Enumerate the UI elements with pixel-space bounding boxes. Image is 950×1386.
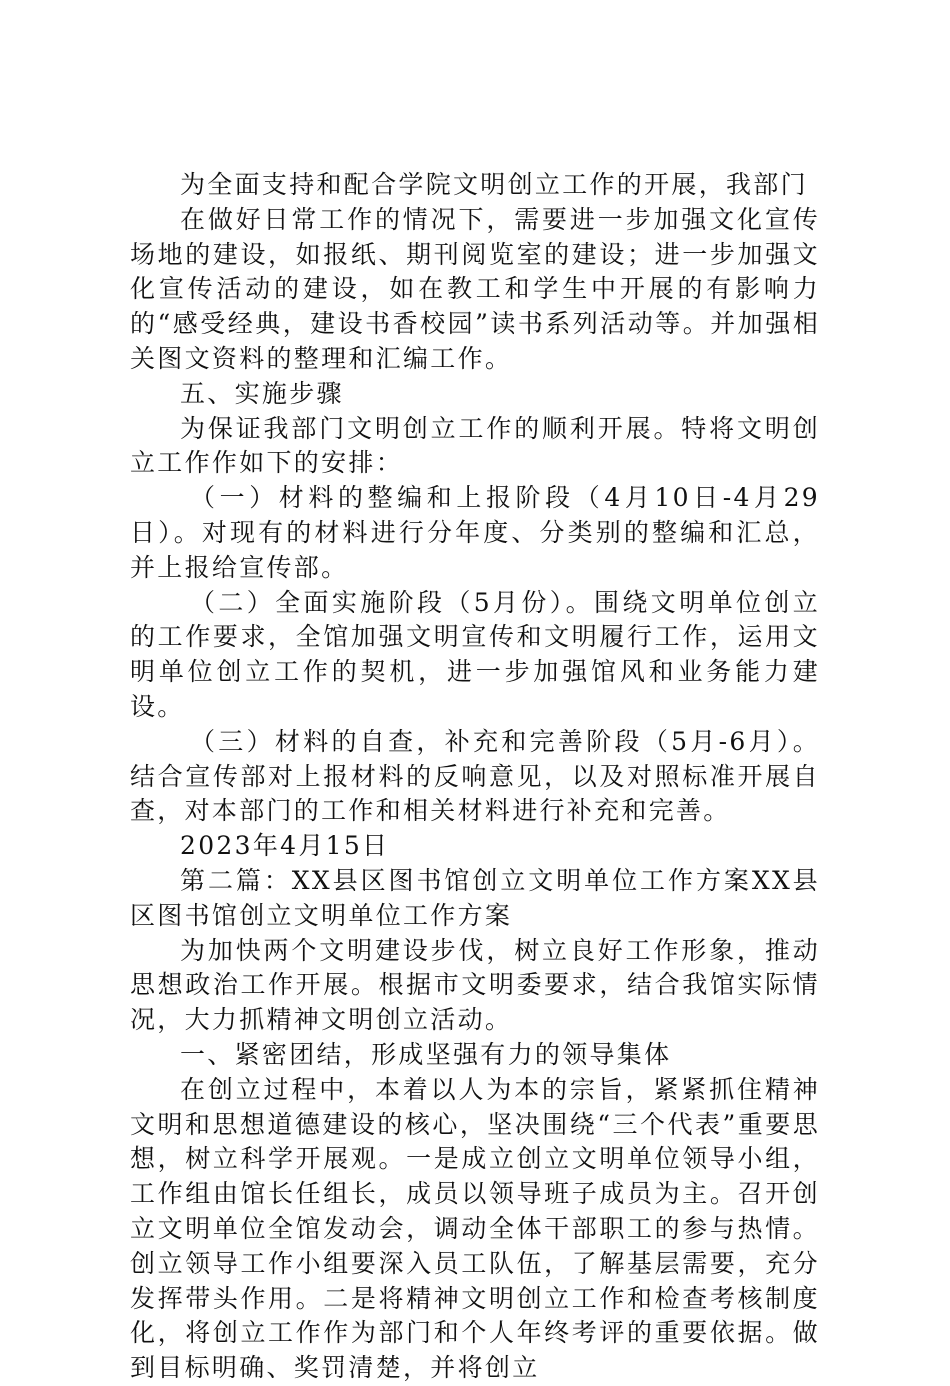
paragraph-stage-two: （二）全面实施阶段（5月份）。围绕文明单位创立的工作要求，全馆加强文明宣传和文明履行工作，运用文明单位创立工作的契机，进一步加强馆风和业务能力建设。 bbox=[130, 587, 820, 721]
document-date: 2023年4月15日 bbox=[180, 831, 390, 861]
paragraph-stage-three: （三）材料的自查，补充和完善阶段（5月-6月）。结合宣传部对上报材料的反响意见，以及对照标准开展自查，对本部门的工作和相关材料进行补充和完善。 bbox=[130, 726, 820, 826]
document-body bbox=[130, 168, 820, 1386]
heading-implementation-steps: 五、实施步骤 bbox=[180, 378, 344, 408]
paragraph-intro: 为全面支持和配合学院文明创立工作的开展，我部门 bbox=[180, 170, 808, 199]
paragraph-purpose: 为加快两个文明建设步伐，树立良好工作形象，推动思想政治工作开展。根据市文明委要求，结合我馆实际情况，大力抓精神文明创立活动。 bbox=[130, 935, 820, 1035]
section-title-part-two: 第二篇：XX县区图书馆创立文明单位工作方案XX县区图书馆创立文明单位工作方案 bbox=[130, 865, 820, 930]
paragraph-cultural-work: 在做好日常工作的情况下，需要进一步加强文化宣传场地的建设，如报纸、期刊阅览室的建设；进一步加强文化宣传活动的建设，如在教工和学生中开展的有影响力的“感受经典，建设书香校园”读书系列活动等。并加强相关图文资料的整理和汇编工作。 bbox=[130, 204, 820, 373]
paragraph-leadership-detail: 在创立过程中，本着以人为本的宗旨，紧紧抓住精神文明和思想道德建设的核心，坚决围绕“三个代表”重要思想，树立科学开展观。一是成立创立文明单位领导小组，工作组由馆长任组长，成员以领导班子成员为主。召开创立文明单位全馆发动会，调动全体干部职工的参与热情。创立领导工作小组要深入员工队伍，了解基层需要，充分发挥带头作用。二是将精神文明创立工作和检查考核制度化，将创立工作作为部门和个人年终考评的重要依据。做到目标明确、奖罚清楚，并将创立 bbox=[130, 1074, 820, 1383]
heading-leadership: 一、紧密团结，形成坚强有力的领导集体 bbox=[180, 1039, 672, 1069]
paragraph-stage-one: （一）材料的整编和上报阶段（4月10日-4月29日）。对现有的材料进行分年度、分类别的整编和汇总，并上报给宣传部。 bbox=[130, 483, 820, 582]
paragraph-arrangement: 为保证我部门文明创立工作的顺利开展。特将文明创立工作作如下的安排： bbox=[130, 413, 820, 478]
